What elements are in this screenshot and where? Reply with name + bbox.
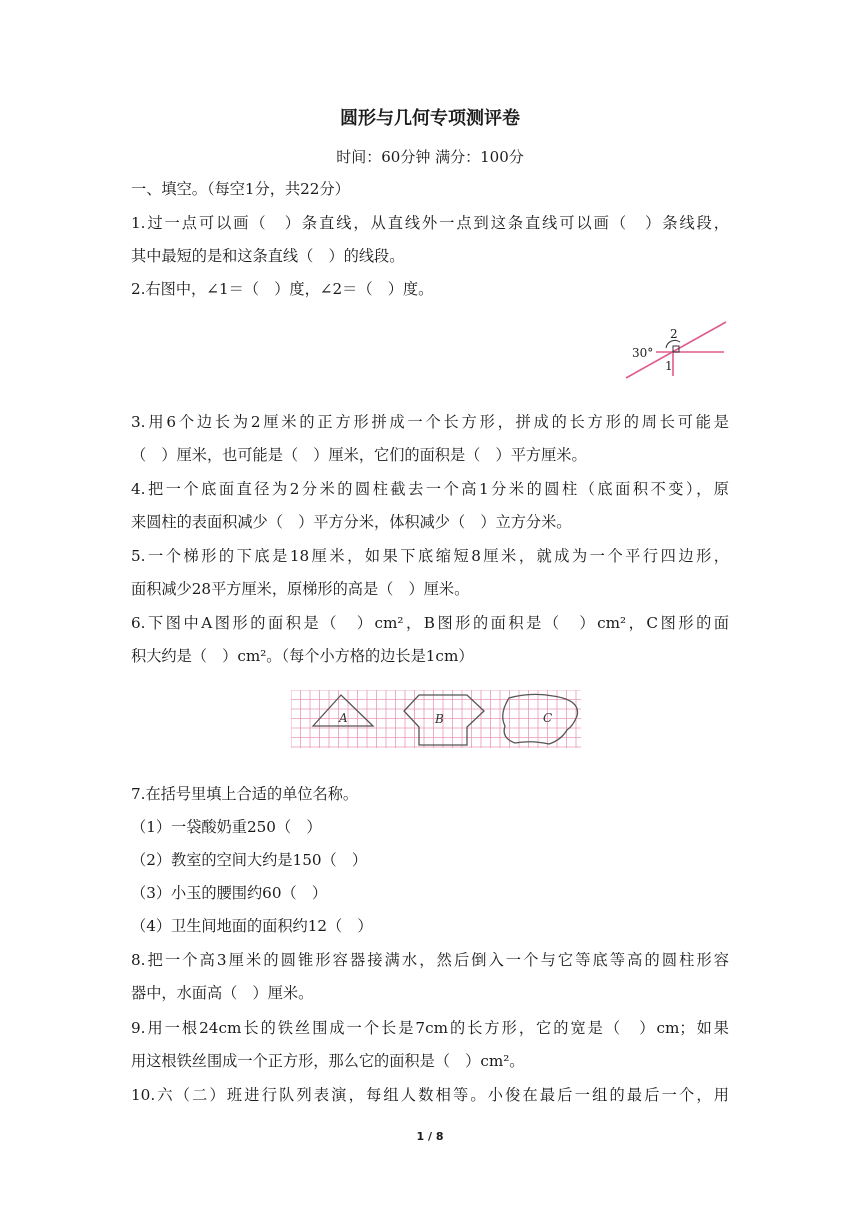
question-6-line-1: 6.下图中A图形的面积是（ ）cm²，B图形的面积是（ ）cm²，C图形的面 [131, 614, 729, 632]
question-2-line-1: 2.右图中，∠1＝（ ）度，∠2＝（ ）度。 [131, 280, 434, 298]
question-7-item-3: （3）小玉的腰围约60（ ） [131, 884, 328, 902]
shape-a-label: A [339, 711, 348, 725]
question-9-line-2: 用这根铁丝围成一个正方形，那么它的面积是（ ）cm²。 [131, 1052, 525, 1070]
shape-c-label: C [543, 711, 553, 725]
page-title: 圆形与几何专项测评卷 [340, 108, 520, 129]
question-9-line-1: 9.用一根24cm长的铁丝围成一个长是7cm的长方形，它的宽是（ ）cm；如果 [131, 1019, 729, 1037]
area-grid-figure [291, 690, 581, 748]
question-3-line-1: 3.用6个边长为2厘米的正方形拼成一个长方形，拼成的长方形的周长可能是 [131, 413, 729, 431]
page-number: 1 / 8 [416, 1130, 444, 1143]
exam-info: 时间：60分钟 满分：100分 [336, 148, 524, 166]
question-7-item-1: （1）一袋酸奶重250（ ） [131, 818, 322, 836]
angle-2-label: 2 [670, 327, 678, 341]
question-1-line-2: 其中最短的是和这条直线（ ）的线段。 [131, 247, 405, 265]
question-7-item-2: （2）教室的空间大约是150（ ） [131, 851, 368, 869]
question-8-line-2: 器中，水面高（ ）厘米。 [131, 984, 314, 1002]
question-5-line-2: 面积减少28平方厘米，原梯形的高是（ ）厘米。 [131, 580, 470, 598]
question-8-line-1: 8.把一个高3厘米的圆锥形容器接满水，然后倒入一个与它等底等高的圆柱形容 [131, 951, 729, 969]
section-heading: 一、填空。（每空1分，共22分） [131, 180, 350, 198]
shape-b-label: B [435, 712, 444, 726]
question-7-item-4: （4）卫生间地面的面积约12（ ） [131, 917, 373, 935]
question-7-line-1: 7.在括号里填上合适的单位名称。 [131, 785, 359, 803]
question-4-line-1: 4.把一个底面直径为2分米的圆柱截去一个高1分米的圆柱（底面积不变），原 [131, 480, 729, 498]
question-1-line-1: 1.过一点可以画（ ）条直线，从直线外一点到这条直线可以画（ ）条线段， [131, 214, 729, 232]
question-3-line-2: （ ）厘米，也可能是（ ）厘米，它们的面积是（ ）平方厘米。 [131, 446, 587, 464]
angle-figure [620, 318, 730, 382]
question-6-line-2: 积大约是（ ）cm²。（每个小方格的边长是1cm） [131, 647, 474, 665]
angle-1-label: 1 [665, 359, 673, 373]
question-10-line-1: 10.六（二）班进行队列表演，每组人数相等。小俊在最后一组的最后一个，用 [131, 1086, 729, 1104]
angle-30-label: 30° [632, 346, 654, 360]
question-5-line-1: 5.一个梯形的下底是18厘米，如果下底缩短8厘米，就成为一个平行四边形， [131, 547, 729, 565]
question-4-line-2: 来圆柱的表面积减少（ ）平方分米，体积减少（ ）立方分米。 [131, 513, 572, 531]
